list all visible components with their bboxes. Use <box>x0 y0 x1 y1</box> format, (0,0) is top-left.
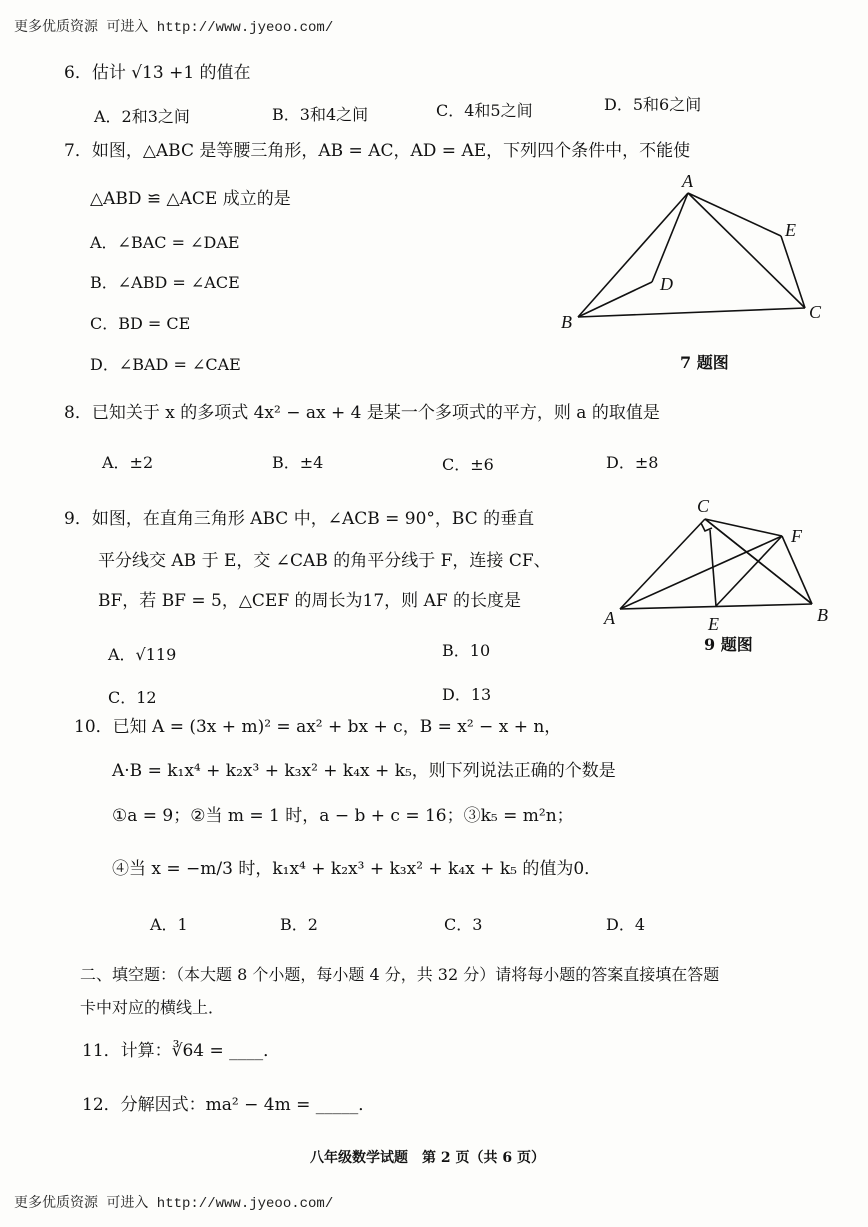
q7-label-e: E <box>785 220 796 240</box>
q10-stem-line2: A·B = k₁x⁴ + k₂x³ + k₃x² + k₄x + k₅，则下列说法正确的个数是 <box>112 761 616 781</box>
q9-label-e: E <box>708 614 719 634</box>
q7-label-c: C <box>809 302 822 322</box>
q10-option-a: A．1 <box>150 915 188 934</box>
q9-caption: 9 题图 <box>704 635 753 654</box>
q9-stem-line1: 9．如图，在直角三角形 ABC 中，∠ACB = 90°，BC 的垂直 <box>64 509 535 529</box>
q7-stem-line2: △ABD ≌ △ACE 成立的是 <box>90 189 291 209</box>
q11-stem: 11．计算：∛64 = ____． <box>82 1041 281 1061</box>
q7-label-a: A <box>682 171 693 191</box>
q6-option-c: C．4和5之间 <box>436 101 533 120</box>
q9-label-c: C <box>697 496 710 516</box>
q9-option-a: A．√119 <box>108 645 177 664</box>
q10-option-b: B．2 <box>280 915 318 934</box>
q10-stem-line4: ④当 x = −m/3 时，k₁x⁴ + k₂x³ + k₃x² + k₄x + k₅ 的值为0． <box>112 859 602 879</box>
q6-option-b: B．3和4之间 <box>272 105 369 124</box>
q6-option-a: A．2和3之间 <box>94 107 190 126</box>
q9-option-c: C．12 <box>108 688 157 707</box>
q7-stem-line1: 7．如图，△ABC 是等腰三角形，AB = AC，AD = AE，下列四个条件中，不能使 <box>64 141 691 161</box>
section2-line2: 卡中对应的横线上． <box>80 998 225 1017</box>
q8-option-a: A．±2 <box>102 453 154 472</box>
q8-option-d: D．±8 <box>606 453 659 472</box>
q10-stem-line3: ①a = 9；②当 m = 1 时，a − b + c = 16；③k₅ = m²n； <box>112 806 574 826</box>
q7-label-d: D <box>660 274 673 294</box>
watermark-top: 更多优质资源 可进入 http://www.jyeoo.com/ <box>14 20 334 36</box>
q6-option-d: D．5和6之间 <box>604 95 702 114</box>
q9-stem-line2: 平分线交 AB 于 E，交 ∠CAB 的角平分线于 F，连接 CF、 <box>98 551 551 571</box>
q9-label-b: B <box>817 605 828 625</box>
q9-label-a: A <box>604 608 615 628</box>
q8-option-c: C．±6 <box>442 455 494 474</box>
watermark-bottom: 更多优质资源 可进入 http://www.jyeoo.com/ <box>14 1196 334 1212</box>
q9-label-f: F <box>791 526 802 546</box>
q7-option-b: B．∠ABD = ∠ACE <box>90 273 240 292</box>
q7-option-a: A．∠BAC = ∠DAE <box>90 233 240 252</box>
q7-option-c: C．BD = CE <box>90 314 191 333</box>
q9-stem-line3: BF，若 BF = 5，△CEF 的周长为17，则 AF 的长度是 <box>98 591 522 611</box>
q7-label-b: B <box>561 312 572 332</box>
q12-stem: 12．分解因式：ma² − 4m = _____． <box>82 1095 376 1115</box>
q10-option-c: C．3 <box>444 915 483 934</box>
section2-line1: 二、填空题：（本大题 8 个小题，每小题 4 分，共 32 分）请将每小题的答案直接填在答题 <box>80 965 720 984</box>
page-footer: 八年级数学试题 第 2 页（共 6 页） <box>310 1150 545 1166</box>
q8-option-b: B．±4 <box>272 453 324 472</box>
q7-caption: 7 题图 <box>680 353 729 372</box>
q9-option-b: B．10 <box>442 641 491 660</box>
q10-option-d: D．4 <box>606 915 646 934</box>
q9-option-d: D．13 <box>442 685 492 704</box>
q7-option-d: D．∠BAD = ∠CAE <box>90 355 241 374</box>
q6-stem: 6．估计 √13 +1 的值在 <box>64 63 251 83</box>
q8-stem: 8．已知关于 x 的多项式 4x² − ax + 4 是某一个多项式的平方，则 a 的取值是 <box>64 403 660 423</box>
q10-stem-line1: 10．已知 A = (3x + m)² = ax² + bx + c，B = x² − x + n， <box>74 717 562 737</box>
